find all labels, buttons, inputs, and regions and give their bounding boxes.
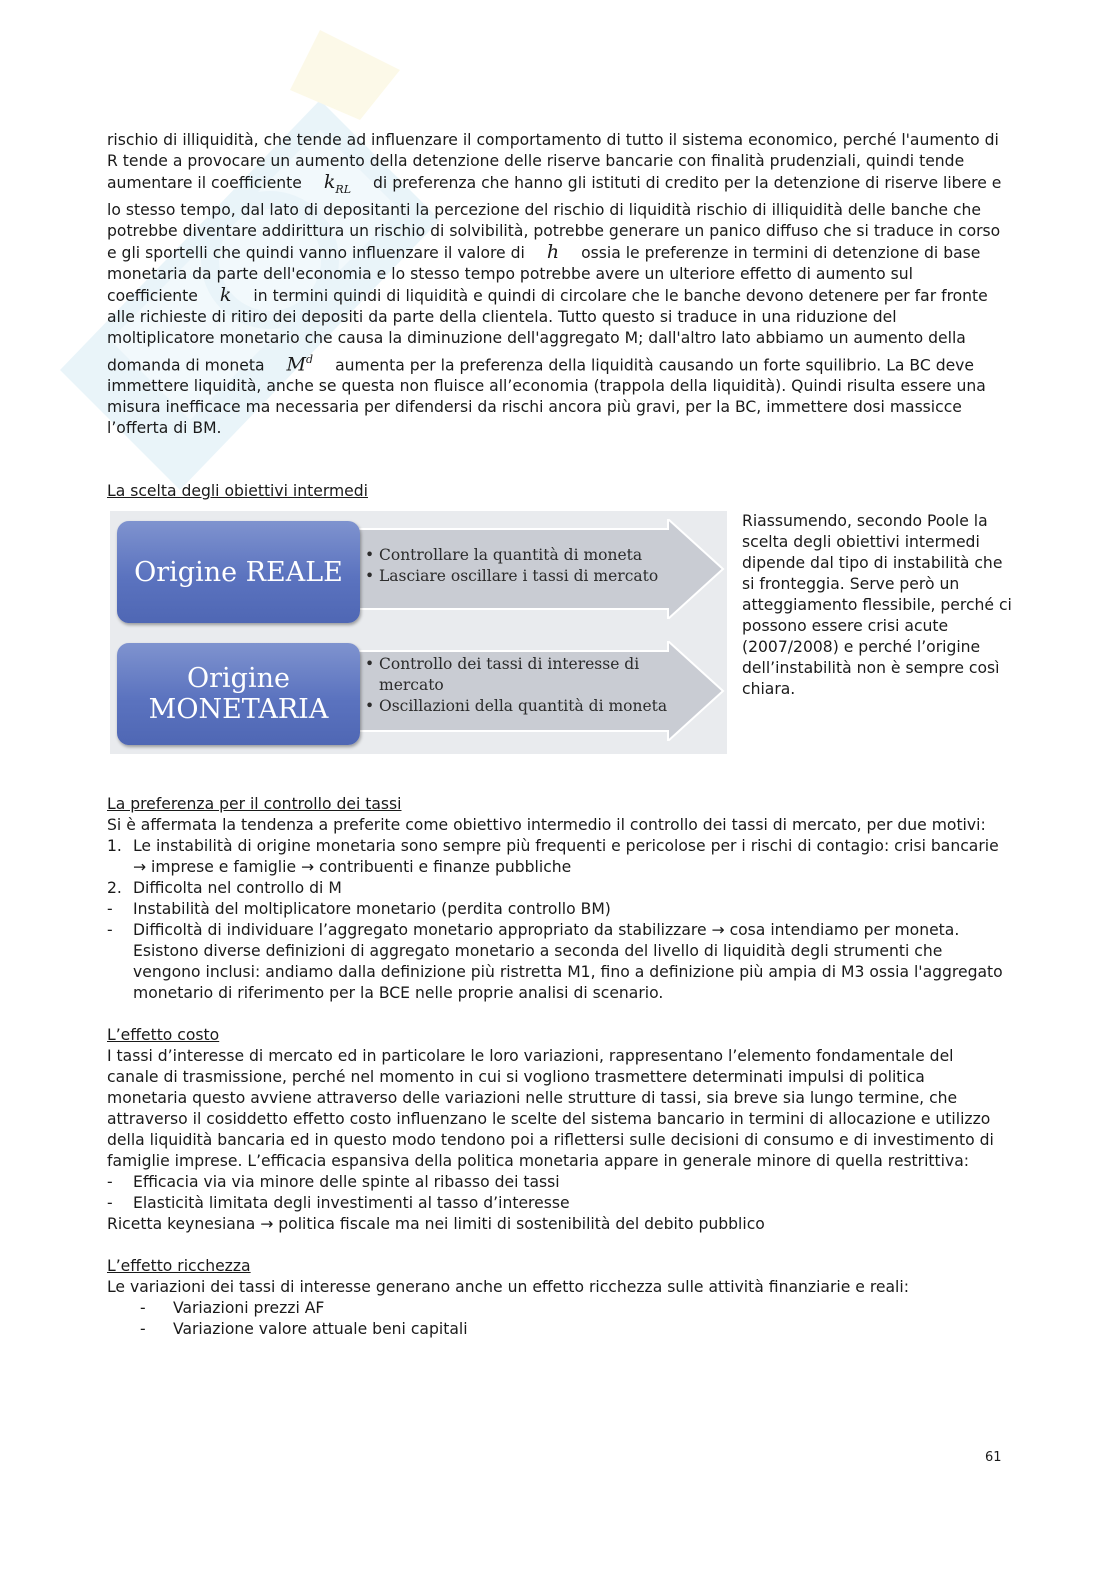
coefficient-k-rl: $k_{RL}$ [323,171,352,196]
heading-effetto-ricchezza: L’effetto ricchezza [107,1257,251,1276]
effetto-costo-text: I tassi d’interesse di mercato ed in particolare le loro variazioni, rappresentano l’elemento fondamentale del canale di trasmissione, perché nel momento in cui si vogliono trasmettere determinati impulsi di politica monetaria questo avviene attraverso delle variazioni nelle strutture di tassi, sia breve sia lungo termine, che attraverso il cosiddetto effetto costo influenzano le scelte del sistema bancario in termini di allocazione e utilizzo della liquidità bancaria ed in questo modo tendono poi a riflettersi sulle decisioni di consumo e di investimento di famiglie imprese. L’efficacia espansiva della politica monetaria appare in generale minore di quella restrittiva: [107,1047,994,1171]
money-demand-symbol: $M^d$ [286,352,314,376]
list-item: - Variazione valore attuale beni capitali [140,1320,468,1339]
heading-obiettivi: La scelta degli obiettivi intermedi [107,482,368,501]
monetaria-bullets [365,654,685,717]
monetaria-bullet: • Oscillazioni della quantità di moneta [365,696,685,717]
reale-bullet: • Lasciare oscillare i tassi di mercato [365,566,685,587]
reale-bullets [365,545,685,587]
coefficient-h: h [546,240,560,263]
obiettivi-figure-row [107,502,1012,747]
list-item: - Difficoltà di individuare l’aggregato monetario appropriato da stabilizzare → cosa intendiamo per moneta. Esistono diverse definizioni di aggregato monetario a seconda del livello di liquidità degli strumenti che vengono inclusi: andiamo dalla definizione più ristretta M1, fino a definizione più ampia di M3 ossia l'aggregato monetario di riferimento per la BCE nelle proprie analisi di scenario. [107,921,1003,1003]
list-item: - Elasticità limitata degli investimenti al tasso d’interesse [107,1194,570,1213]
heading-effetto-costo: L’effetto costo [107,1026,220,1045]
effetto-ricchezza-list [107,1298,1007,1340]
list-item: - Variazioni prezzi AF [140,1299,325,1318]
coefficient-k: k [219,283,232,306]
page-number: 61 [985,1450,1002,1465]
list-item: 1. Le instabilità di origine monetaria sono sempre più frequenti e pericolose per i rischi di contagio: crisi bancarie → imprese e famiglie → contribuenti e finanze pubbliche [107,837,999,877]
list-item: - Instabilità del moltiplicatore monetario (perdita controllo BM) [107,900,611,919]
box-origine-reale: Origine REALE [117,521,360,623]
reale-bullet: • Controllare la quantità di moneta [365,545,685,566]
intro-paragraph: rischio di illiquidità, che tende ad influenzare il comportamento di tutto il sistema economico, perché l'aumento di R tende a provocare un aumento della detenzione delle riserve bancarie con finalità prudenziali, quindi tende aumentare il coefficiente $k_{RL}$ di preferenza che hanno gli istituti di credito per la detenzione di riserve libere e lo stesso tempo, dal lato di depositanti la percezione del rischio di liquidità rischio di illiquidità delle banche che potrebbe diventare addirittura un rischio di solvibilità, potrebbe generare un panico diffuso che si traduce in corso e gli sportelli che quindi vanno influenzare il valore di h ossia le preferenze in termini di detenzione di base monetaria da parte dell'economia e lo stesso tempo potrebbe avere un ulteriore effetto di aumento sul coefficiente k in termini quindi di liquidità e quindi di circolare che le banche devono detenere per far fronte alle richieste di ritiro dei depositi da parte della clientela. Tutto questo si traduce in una riduzione del moltiplicatore monetario che causa la diminuzione dell'aggregato M; dall'altro lato abbiamo un aumento della domanda di moneta $M^d$ aumenta per la preferenza della liquidità causando un forte squilibrio. La BC deve immettere liquidità, anche se questa non fluisce all’economia (trappola della liquidità). Quindi risulta essere una misura inefficace ma necessaria per difendersi da rischi ancora più gravi, per la BC, immettere dosi massicce l’offerta di BM. [107,131,1002,438]
monetaria-bullet: • Controllo dei tassi di interesse di mercato [365,654,685,696]
effetto-ricchezza-text: Le variazioni dei tassi di interesse generano anche un effetto ricchezza sulle attività finanziarie e reali: [107,1278,909,1297]
list-item: 2. Difficolta nel controllo di M [107,879,342,898]
list-item: - Efficacia via via minore delle spinte al ribasso dei tassi [107,1173,560,1192]
heading-preferenza: La preferenza per il controllo dei tassi [107,795,402,814]
poole-diagram [110,511,727,754]
preferenza-intro: Si è affermata la tendenza a preferite come obiettivo intermedio il controllo dei tassi di mercato, per due motivi: [107,816,986,835]
preferenza-list [107,836,1007,1004]
effetto-costo-list [107,1172,1007,1214]
poole-summary-text: Riassumendo, secondo Poole la scelta degli obiettivi intermedi dipende dal tipo di instabilità che si fronteggia. Serve però un atteggiamento flessibile, perché ci possono essere crisi acute (2007/2008) e perché l’origine dell’instabilità non è sempre così chiara. [742,512,1012,699]
box-origine-monetaria: Origine MONETARIA [117,643,360,745]
effetto-costo-closing: Ricetta keynesiana → politica fiscale ma nei limiti di sostenibilità del debito pubblico [107,1215,765,1234]
page-content [107,130,1012,1340]
